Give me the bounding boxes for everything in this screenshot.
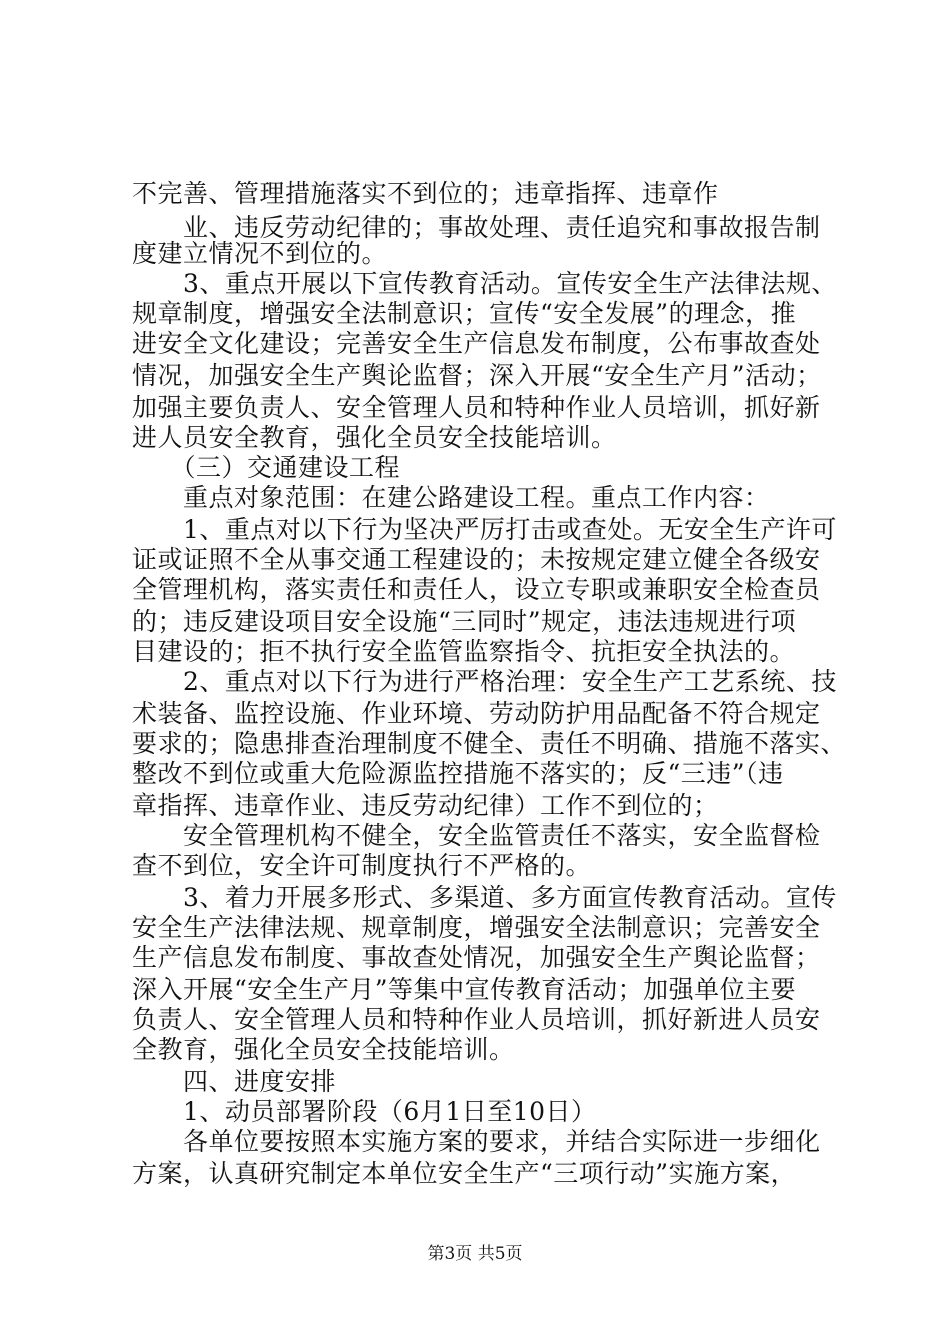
body-line: 情况，加强安全生产舆论监督；深入开展“安全生产月”活动；	[132, 361, 822, 390]
body-line: 目建设的；拒不执行安全监管监察指令、抗拒安全执法的。	[132, 637, 796, 666]
section-heading: （三）交通建设工程	[132, 453, 401, 482]
body-line: 全教育，强化全员安全技能培训。	[132, 1035, 515, 1064]
body-line: 术装备、监控设施、作业环境、劳动防护用品配备不符合规定	[132, 699, 821, 728]
body-line: 度建立情况不到位的。	[132, 239, 388, 268]
body-line: 1、重点对以下行为坚决严厉打击或查处。无安全生产许可	[132, 515, 837, 544]
body-line: 不完善、管理措施落实不到位的；违章指挥、违章作	[132, 179, 719, 208]
body-line: 的；违反建设项目安全设施“三同时”规定，违法违规进行项	[132, 607, 797, 636]
body-line: 2、重点对以下行为进行严格治理：安全生产工艺系统、技	[132, 667, 837, 696]
body-line: 要求的；隐患排查治理制度不健全、责任不明确、措施不落实、	[132, 729, 847, 758]
body-line: 重点对象范围：在建公路建设工程。重点工作内容：	[132, 483, 770, 512]
body-line: 方案，认真研究制定本单位安全生产“三项行动”实施方案，	[132, 1159, 797, 1188]
body-line: 全管理机构，落实责任和责任人，设立专职或兼职安全检查员	[132, 575, 821, 604]
body-line: 安全管理机构不健全，安全监管责任不落实，安全监督检	[132, 821, 821, 850]
body-line: 查不到位，安全许可制度执行不严格的。	[132, 851, 592, 880]
page-number-footer: 第3页 共5页	[427, 1244, 523, 1264]
body-line: 规章制度，增强安全法制意识；宣传“安全发展”的理念，推	[132, 299, 797, 328]
body-line: 深入开展“安全生产月”等集中宣传教育活动；加强单位主要	[132, 975, 797, 1004]
body-line: 章指挥、违章作业、违反劳动纪律）工作不到位的；	[132, 791, 719, 820]
body-line: 整改不到位或重大危险源监控措施不落实的；反“三违”（违	[132, 759, 784, 788]
body-line: 业、违反劳动纪律的；事故处理、责任追究和事故报告制	[132, 213, 821, 242]
body-line: 生产信息发布制度、事故查处情况，加强安全生产舆论监督；	[132, 943, 821, 972]
body-line: 3、着力开展多形式、多渠道、多方面宣传教育活动。宣传	[132, 883, 837, 912]
body-line: 3、重点开展以下宣传教育活动。宣传安全生产法律法规、	[132, 269, 837, 298]
body-line: 证或证照不全从事交通工程建设的；未按规定建立健全各级安	[132, 545, 821, 574]
body-line: 安全生产法律法规、规章制度，增强安全法制意识；完善安全	[132, 913, 821, 942]
body-line: 各单位要按照本实施方案的要求，并结合实际进一步细化	[132, 1127, 821, 1156]
body-line: 进人员安全教育，强化全员安全技能培训。	[132, 423, 617, 452]
section-heading: 四、进度安排	[132, 1067, 337, 1096]
subsection-heading: 1、动员部署阶段（6月1日至10日）	[132, 1097, 597, 1126]
body-line: 负责人、安全管理人员和特种作业人员培训，抓好新进人员安	[132, 1005, 821, 1034]
body-line: 进安全文化建设；完善安全生产信息发布制度，公布事故查处	[132, 329, 821, 358]
body-line: 加强主要负责人、安全管理人员和特种作业人员培训，抓好新	[132, 393, 821, 422]
